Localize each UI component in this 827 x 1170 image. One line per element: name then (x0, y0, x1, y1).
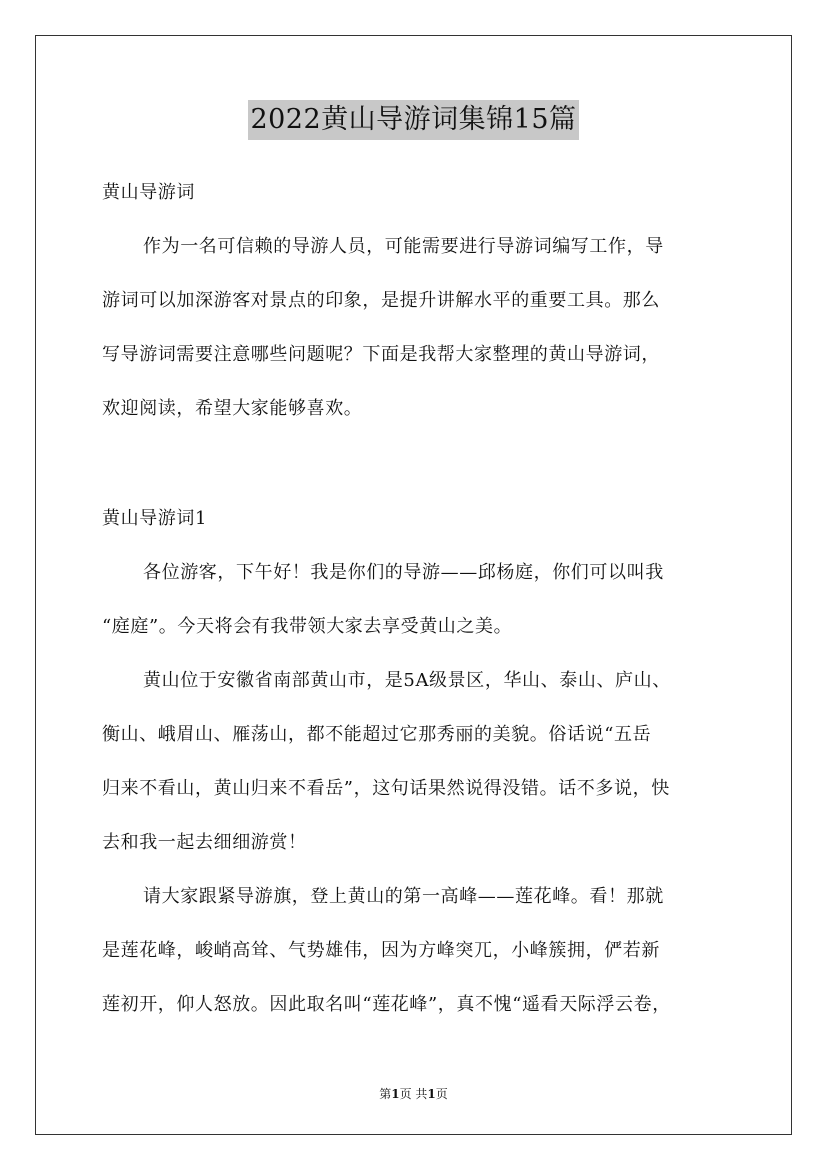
intro-line: 写导游词需要注意哪些问题呢？下面是我帮大家整理的黄山导游词， (102, 344, 660, 365)
footer-page-prefix: 第 (379, 1087, 392, 1101)
paragraph-line: 衡山、峨眉山、雁荡山，都不能超过它那秀丽的美貌。俗话说“五岳 (102, 724, 652, 745)
title-container (0, 100, 827, 140)
subheading: 黄山导游词1 (102, 508, 208, 529)
footer-page-mid: 页 共 (399, 1087, 428, 1101)
paragraph-line: 归来不看山，黄山归来不看岳”，这句话果然说得没错。话不多说，快 (102, 778, 670, 799)
paragraph-line: 去和我一起去细细游赏！ (102, 832, 307, 853)
paragraph-line: 各位游客，下午好！我是你们的导游——邱杨庭，你们可以叫我 (143, 562, 664, 583)
paragraph-line: 莲初开，仰人怒放。因此取名叫“莲花峰”，真不愧“遥看天际浮云卷， (102, 994, 671, 1015)
page-footer (0, 1086, 827, 1102)
intro-line: 欢迎阅读，希望大家能够喜欢。 (102, 398, 363, 419)
document-title: 2022黄山导游词集锦15篇 (248, 100, 578, 140)
footer-page-number: 1 (391, 1087, 400, 1101)
paragraph-line: 黄山位于安徽省南部黄山市，是5A级景区，华山、泰山、庐山、 (143, 670, 671, 691)
intro-line: 作为一名可信赖的导游人员，可能需要进行导游词编写工作，导 (143, 236, 664, 257)
paragraph-line: 请大家跟紧导游旗，登上黄山的第一高峰——莲花峰。看！那就 (143, 886, 664, 907)
paragraph-line: 是莲花峰，峻峭高耸、气势雄伟，因为方峰突兀，小峰簇拥，俨若新 (102, 940, 660, 961)
paragraph-line: “庭庭”。今天将会有我带领大家去享受黄山之美。 (102, 616, 513, 637)
section-heading: 黄山导游词 (102, 182, 195, 203)
footer-total-pages: 1 (427, 1087, 436, 1101)
footer-page-suffix: 页 (435, 1087, 448, 1101)
intro-line: 游词可以加深游客对景点的印象，是提升讲解水平的重要工具。那么 (102, 290, 660, 311)
